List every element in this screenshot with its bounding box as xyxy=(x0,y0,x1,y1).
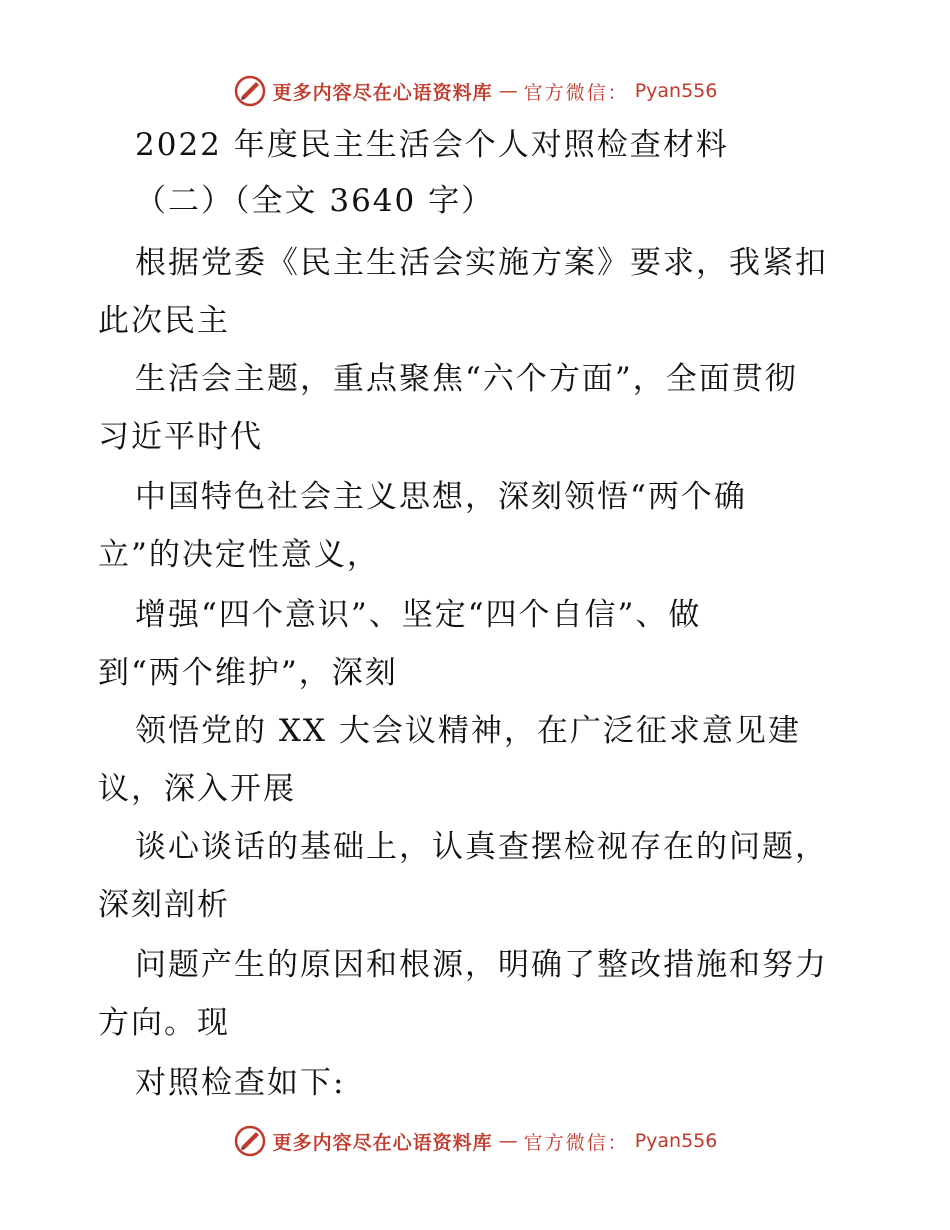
banner-brand-text: 更多内容尽在心语资料库 xyxy=(272,1131,493,1154)
paragraph-line: 习近平时代 xyxy=(98,419,263,455)
banner-dash: — xyxy=(498,80,518,102)
paragraph-line: 谈心谈话的基础上，认真查摆检视存在的问题， xyxy=(135,829,828,865)
banner-wechat-id: Pyan556 xyxy=(634,1130,718,1152)
brand-logo-icon xyxy=(233,1124,267,1158)
brand-logo-icon xyxy=(233,74,267,108)
banner-wechat-id: Pyan556 xyxy=(634,80,718,102)
header-watermark-banner xyxy=(0,74,950,108)
paragraph-line: 生活会主题，重点聚焦“六个方面”，全面贯彻 xyxy=(135,361,798,397)
paragraph-line: 议，深入开展 xyxy=(98,771,296,807)
paragraph-line: 问题产生的原因和根源，明确了整改措施和努力 xyxy=(135,947,828,983)
document-title-line-1: 2022 年度民主生活会个人对照检查材料 xyxy=(135,127,729,163)
paragraph-line: 增强“四个意识”、坚定“四个自信”、做 xyxy=(135,597,702,633)
banner-official-label: 官方微信： xyxy=(523,81,629,104)
paragraph-line: 中国特色社会主义思想，深刻领悟“两个确 xyxy=(135,479,747,515)
paragraph-line: 此次民主 xyxy=(98,303,230,339)
document-title-line-2: （二）（全文 3640 字） xyxy=(135,183,495,219)
banner-brand-text: 更多内容尽在心语资料库 xyxy=(272,81,493,104)
paragraph-line: 根据党委《民主生活会实施方案》要求，我紧扣 xyxy=(135,245,828,281)
banner-dash: — xyxy=(498,1130,518,1152)
paragraph-line: 深刻剖析 xyxy=(98,887,230,923)
paragraph-line: 对照检查如下: xyxy=(135,1065,346,1101)
banner-official-label: 官方微信： xyxy=(523,1131,629,1154)
paragraph-line: 到“两个维护”，深刻 xyxy=(98,655,398,691)
paragraph-line: 领悟党的 XX 大会议精神，在广泛征求意见建 xyxy=(135,713,801,749)
footer-watermark-banner xyxy=(0,1124,950,1158)
paragraph-line: 方向。现 xyxy=(98,1005,230,1041)
paragraph-line: 立”的决定性意义， xyxy=(98,537,380,573)
